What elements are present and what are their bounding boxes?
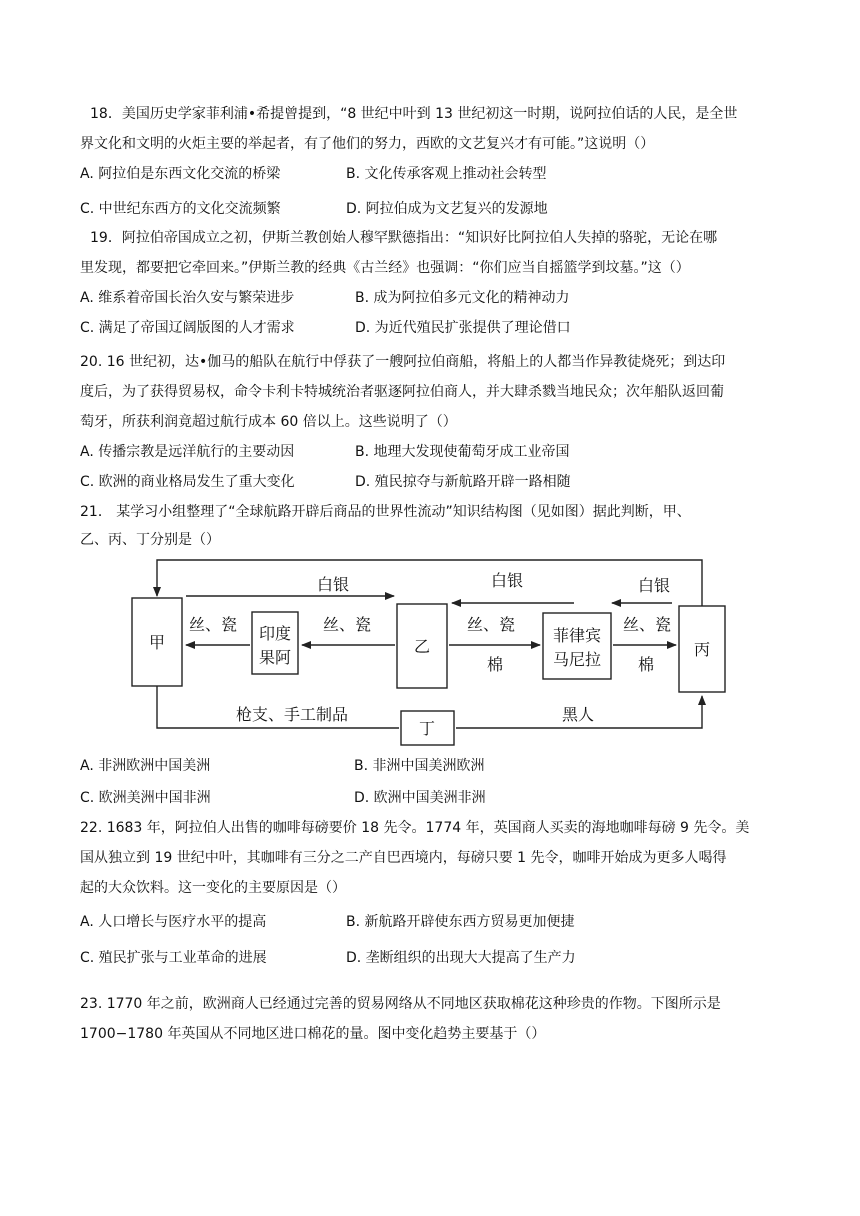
q19-stem-line-1: 19．阿拉伯帝国成立之初，伊斯兰教创始人穆罕默德指出：“知识好比阿拉伯人失掉的骆驼，无论在哪 xyxy=(90,230,718,246)
label-cotton-2: 棉 xyxy=(637,655,655,674)
q18-option-d[interactable]: D. 阿拉伯成为文艺复兴的发源地 xyxy=(346,201,548,217)
label-silk-1: 丝、瓷 xyxy=(188,615,238,634)
q21-stem-line-1: 21． 某学习小组整理了“全球航路开辟后商品的世界性流动”知识结构图（见如图）据此判断，甲、 xyxy=(80,504,691,520)
q19-stem-line-2: 里发现，都要把它牵回来。”伊斯兰教的经典《古兰经》也强调：“你们应当自摇篮学到坟墓。”这（） xyxy=(80,260,690,276)
q18-stem-line-1: 18．美国历史学家菲利浦•希提曾提到，“8 世纪中叶到 13 世纪初这一时期，说阿拉伯话的人民，是全世 xyxy=(90,106,738,122)
label-cotton-1: 棉 xyxy=(486,655,504,674)
q22-option-a[interactable]: A. 人口增长与医疗水平的提高 xyxy=(80,914,267,930)
q22-option-c[interactable]: C. 殖民扩张与工业革命的进展 xyxy=(80,950,267,966)
q18-stem-line-2: 界文化和文明的火炬主要的举起者，有了他们的努力，西欧的文艺复兴才有可能。”这说明（） xyxy=(80,136,655,152)
q23-stem-line-2: 1700−1780 年英国从不同地区进口棉花的量。图中变化趋势主要基于（） xyxy=(80,1026,546,1042)
q20-stem-line-2: 度后，为了获得贸易权，命令卡利卡特城统治者驱逐阿拉伯商人，并大肆杀戮当地民众；次年船队返回葡 xyxy=(80,384,724,400)
q19-option-a[interactable]: A. 维系着帝国长治久安与繁荣进步 xyxy=(80,290,295,306)
label-silk-4: 丝、瓷 xyxy=(622,615,672,634)
label-phil-1: 菲律宾 xyxy=(552,626,602,645)
q20-option-b[interactable]: B. 地理大发现使葡萄牙成工业帝国 xyxy=(355,444,570,460)
q22-stem-line-2: 国从独立到 19 世纪中叶，其咖啡有三分之二产自巴西境内，每磅只要 1 先令，咖啡开始成为更多人喝得 xyxy=(80,850,727,866)
q20-stem-line-1: 20. 16 世纪初，达•伽马的船队在航行中俘获了一艘阿拉伯商船，将船上的人都当作异教徒烧死；到达印 xyxy=(80,354,726,370)
label-silver-3: 白银 xyxy=(637,576,671,595)
q22-stem-line-1: 22. 1683 年，阿拉伯人出售的咖啡每磅要价 18 先令。1774 年，英国商人买卖的海地咖啡每磅 9 先令。美 xyxy=(80,820,750,836)
q19-option-b[interactable]: B. 成为阿拉伯多元文化的精神动力 xyxy=(355,290,570,306)
label-india-1: 印度 xyxy=(258,624,292,643)
q21-option-a[interactable]: A. 非洲欧洲中国美洲 xyxy=(80,758,211,774)
label-silver-2: 白银 xyxy=(490,571,524,590)
q22-stem-line-3: 起的大众饮料。这一变化的主要原因是（） xyxy=(80,880,346,896)
box-philippines xyxy=(543,613,611,679)
q18-option-a[interactable]: A. 阿拉伯是东西文化交流的桥梁 xyxy=(80,166,281,182)
q22-option-d[interactable]: D. 垄断组织的出现大大提高了生产力 xyxy=(346,950,576,966)
q23-stem-line-1: 23. 1770 年之前，欧洲商人已经通过完善的贸易网络从不同地区获取棉花这种珍贵的作物。下图所示是 xyxy=(80,996,721,1012)
q21-option-b[interactable]: B. 非洲中国美洲欧洲 xyxy=(354,758,485,774)
q21-option-c[interactable]: C. 欧洲美洲中国非洲 xyxy=(80,790,211,806)
q20-option-c[interactable]: C. 欧洲的商业格局发生了重大变化 xyxy=(80,474,295,490)
label-phil-2: 马尼拉 xyxy=(552,650,602,669)
arrow-silver-outer xyxy=(157,560,702,606)
label-slaves: 黑人 xyxy=(561,705,595,724)
q19-option-d[interactable]: D. 为近代殖民扩张提供了理论借口 xyxy=(355,320,571,336)
q22-option-b[interactable]: B. 新航路开辟使东西方贸易更加便捷 xyxy=(346,914,575,930)
q18-option-c[interactable]: C. 中世纪东西方的文化交流频繁 xyxy=(80,201,281,217)
q20-option-d[interactable]: D. 殖民掠夺与新航路开辟一路相随 xyxy=(355,474,571,490)
label-ding: 丁 xyxy=(418,719,436,738)
label-silk-2: 丝、瓷 xyxy=(322,615,372,634)
label-silver-1: 白银 xyxy=(316,575,350,594)
q18-option-b[interactable]: B. 文化传承客观上推动社会转型 xyxy=(346,166,547,182)
q19-option-c[interactable]: C. 满足了帝国辽阔版图的人才需求 xyxy=(80,320,295,336)
label-bing: 丙 xyxy=(693,640,711,659)
q20-option-a[interactable]: A. 传播宗教是远洋航行的主要动因 xyxy=(80,444,295,460)
label-india-2: 果阿 xyxy=(258,648,292,667)
label-guns-crafts: 枪支、手工制品 xyxy=(235,705,349,724)
q20-stem-line-3: 萄牙，所获利润竟超过航行成本 60 倍以上。这些说明了（） xyxy=(80,414,457,430)
label-yi: 乙 xyxy=(413,637,431,656)
label-jia: 甲 xyxy=(148,633,166,652)
q21-option-d[interactable]: D. 欧洲中国美洲非洲 xyxy=(354,790,486,806)
q21-stem-line-2: 乙、丙、丁分别是（） xyxy=(80,532,220,548)
label-silk-3: 丝、瓷 xyxy=(466,615,516,634)
